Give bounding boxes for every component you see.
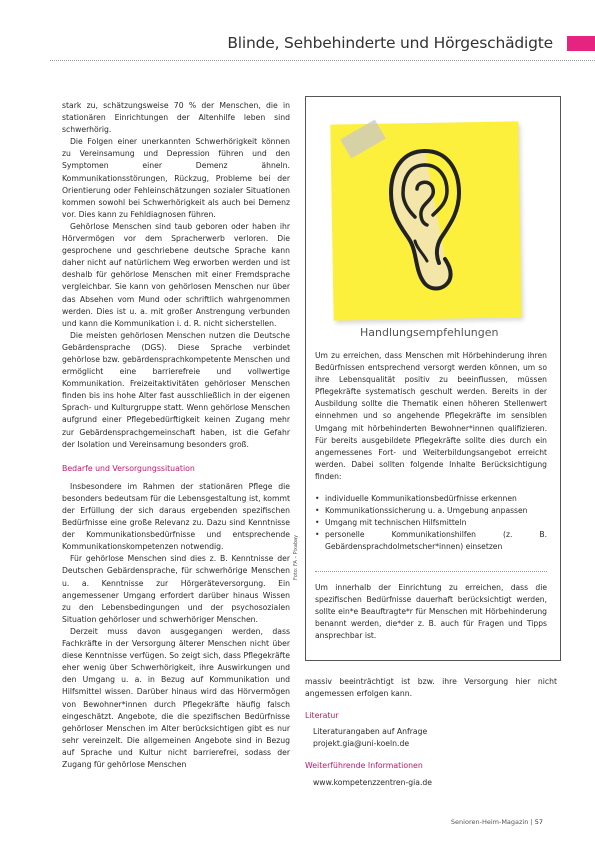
paragraph: Für gehörlose Menschen sind dies z. B. Kenntnisse der Deutschen Gebärdensprache, für schwerhörige Menschen u. a. Kenntnisse zur Hörgeräteversorgung. Ein angemessener Umgang erfordert darüber hinaus Wissen zu den Lebensbedingungen und der psychosozialen Situation gehörloser und schwerhöriger Menschen. [62,554,290,624]
left-column [62,100,290,771]
literature-email[interactable]: projekt.gia@uni-koeln.de [313,739,410,749]
literature-line: Literaturangaben auf Anfrage [313,727,428,737]
paragraph: Die Folgen einer unerkannten Schwerhörigkeit können zu Vereinsamung und Depression führen und den Symptomen einer Demenz ähneln. Kommunikationsstörungen, Rückzug, Probleme bei der Orientierung oder Fehleinschätzungen sozialer Situationen kommen sowohl bei Schwerhörigkeit als auch bei Demenz vor. Dies kann zu Fehldiagnosen führen. [62,137,290,219]
page-header-title: Blinde, Sehbehinderte und Hörgeschädigte [227,34,553,52]
bullet-item: • Umgang mit technischen Hilfsmitteln [315,517,547,529]
box-body [315,350,547,554]
bullet-item: • individuelle Kommunikationsbedürfnisse erkennen [315,493,547,505]
bullet-item: • Kommunikationssicherung u. a. Umgebung anpassen [315,505,547,517]
right-column [305,676,557,789]
paragraph: stark zu, schätzungsweise 70 % der Menschen, die in stationären Einrichtungen der Altenhilfe leben sind schwerhörig. [62,101,290,135]
box-heading: Handlungsempfehlungen [360,326,499,339]
literature-heading: Literatur [305,711,339,721]
footer-separator: | [530,818,533,826]
paragraph: Gehörlose Menschen sind taub geboren oder haben ihr Hörvermögen vor dem Spracherwerb verloren. Die gesprochene und geschriebene deutsche Sprache kann daher nicht auf natürlichem Weg erworben werden und ist deshalb für gehörlose Menschen mit einer Fremdsprache vergleichbar. Sie kann von gehörlosen Menschen nur über das Absehen vom Mund oder schriftlich wahrgenommen werden. Dies ist u. a. mit großer Anstrengung verbunden und kann die Kommunikation i. d. R. nicht sicherstellen. [62,221,290,328]
section-subheading: Bedarfe und Versorgungssituation [62,463,195,473]
ear-icon [387,145,463,295]
page-number: 57 [534,818,543,826]
box-outro-block [315,582,547,642]
paragraph: Derzeit muss davon ausgegangen werden, dass Fachkräfte in der Versorgung älterer Menschen nicht über diese Kenntnisse verfügen. So zeigt sich, dass Pflegekräfte eher wenig über Schwerhörigkeit, ihre Auswirkungen und den Umgang u. a. in Bezug auf Kommunikation und Hilfsmittel wissen. Darüber hinaus wird das Hörvermögen von Bewohner*innen durch Pflegekräfte häufig falsch eingeschätzt. Angebote, die die spezifischen Bedürfnisse gehörloser Menschen im Alter berücksichtigen gibt es nur sehr vereinzelt. Die allgemeinen Angebote sind in Bezug auf Sprache und Kultur nicht barrierefrei, sodass der Zugang für gehörlose Menschen [62,626,290,769]
box-intro: Um zu erreichen, dass Menschen mit Hörbehinderung ihren Bedürfnissen entsprechend versorgt werden können, um so ihre Lebensqualität positiv zu beeinflussen, müssen Pflegekräfte systematisch geschult werden. Bereits in der Ausbildung sollte die Thematik einen höheren Stellenwert einnehmen und so angehende Pflegekräfte im sensiblen Umgang mit hörbehinderten Bewohner*innen qualifizieren. Für bereits ausgebildete Pflegekräfte sollte dies durch ein angemessenes Fort- und Weiterbildungsangebot erreicht werden. Dabei sollten folgende Inhalte Berücksichtigung finden: [315,351,547,481]
photo-credit: Foto: FA – Pixabay [293,534,299,580]
paragraph: massiv beeinträchtigt ist bzw. ihre Versorgung hier nicht angemessen erfolgen kann. [305,677,557,699]
bullet-list [315,493,547,553]
more-info-link[interactable]: www.kompetenzzentren-gia.de [313,777,433,787]
page-footer [451,818,543,826]
more-info-heading: Weiterführende Informationen [305,761,423,771]
box-outro: Um innerhalb der Einrichtung zu erreichen, dass die spezifischen Bedürfnisse dauerhaft berücksichtigt werden, sollte ein*e Beauftragte*r für Menschen mit Hörbehinderung benannt werden, die*der z. B. auch für Fragen und Tipps ansprechbar ist. [315,583,547,641]
box-divider [315,571,547,572]
footer-magazine: Senioren-Heim-Magazin [450,818,529,826]
paragraph: Insbesondere im Rahmen der stationären Pflege die besonders bedeutsam für die Lebensgestaltung ist, kommt der Erfüllung der sich daraus ergebenden spezifischen Bedürfnisse eine große Relevanz zu. Dazu sind Kenntnisse der Kommunikationsbedürfnisse und entsprechende Kommunikationskompetenzen notwendig. [62,481,290,552]
bullet-item: • personelle Kommunikationshilfen (z. B. Gebärdensprachdolmetscher*innen) einsetzen [315,529,547,553]
header-divider [50,60,595,61]
header-accent-bar [567,36,595,51]
paragraph: Die meisten gehörlosen Menschen nutzen die Deutsche Gebärdensprache (DGS). Diese Sprache verbindet gehörlose bzw. gebärdensprachkompetente Menschen und ermöglicht eine barrierefreie und vollwertige Kommunikation. Freizeitaktivitäten gehörloser Menschen finden bis ins hohe Alter fast ausschließlich in der eigenen Sprach- und Kulturgruppe statt. Wenn gehörlose Menschen aufgrund einer Pflegebedürftigkeit keinen Zugang mehr zur Gebärdensprachgemeinschaft haben, ist die Gefahr der Isolation und Vereinsamung besonders groß. [62,330,290,449]
